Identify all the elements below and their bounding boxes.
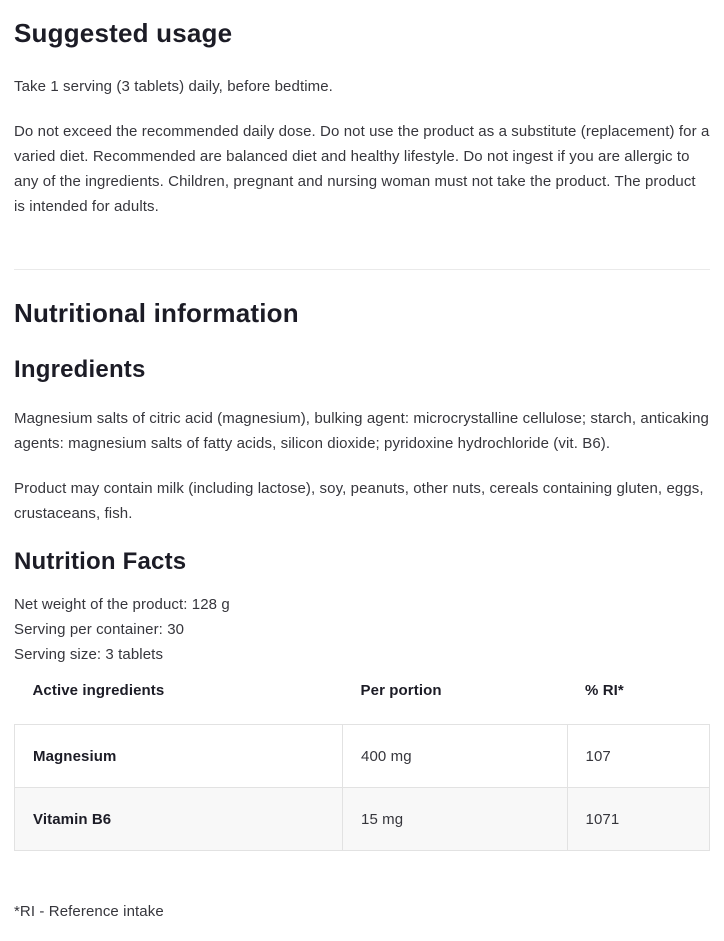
ingredients-composition-text: Magnesium salts of citric acid (magnesium), bulking agent: microcrystalline cellulose; starch, anticaking agents: magnesium salts of fatty acids, silicon dioxide; pyridoxine hydrochloride (vit. B6). xyxy=(14,410,709,452)
ingredients-allergens-text: Product may contain milk (including lactose), soy, peanuts, other nuts, cereals containing gluten, eggs, crustaceans, fish. xyxy=(14,480,704,522)
table-row xyxy=(15,788,710,851)
usage-warning-text: Do not exceed the recommended daily dose. Do not use the product as a substitute (replacement) for a varied diet. Recommended are balanced diet and healthy lifestyle. Do not ingest if you are allergic to any of the ingredients. Children, pregnant and nursing woman must not take the product. The product is intended for adults. xyxy=(14,123,710,215)
nutrition-facts-summary xyxy=(14,592,710,667)
section-divider xyxy=(14,269,710,270)
table-header-active-ingredients: Active ingredients xyxy=(32,682,165,699)
ri-footnote: *RI - Reference intake xyxy=(14,903,164,920)
per-portion-cell: 15 mg xyxy=(343,788,567,851)
ingredient-name-cell: Magnesium xyxy=(15,725,343,788)
ri-cell: 107 xyxy=(567,725,709,788)
ingredients-heading: Ingredients xyxy=(14,356,146,383)
table-header-ri: % RI* xyxy=(585,682,624,699)
table-header-per-portion: Per portion xyxy=(360,682,442,699)
usage-dosage-text: Take 1 serving (3 tablets) daily, before bedtime. xyxy=(14,78,333,95)
ri-cell: 1071 xyxy=(567,788,709,851)
ingredient-name-cell: Vitamin B6 xyxy=(15,788,343,851)
servings-per-container-line: Serving per container: 30 xyxy=(14,621,185,638)
per-portion-cell: 400 mg xyxy=(343,725,567,788)
net-weight-line: Net weight of the product: 128 g xyxy=(14,596,230,613)
suggested-usage-section xyxy=(14,16,710,219)
nutrition-table xyxy=(14,681,710,851)
nutrition-facts-heading: Nutrition Facts xyxy=(14,548,187,575)
table-row xyxy=(15,725,710,788)
nutritional-information-heading: Nutritional information xyxy=(14,298,299,328)
suggested-usage-heading: Suggested usage xyxy=(14,18,233,48)
nutritional-information-section xyxy=(14,296,710,924)
table-header-row xyxy=(15,681,710,725)
serving-size-line: Serving size: 3 tablets xyxy=(14,646,164,663)
